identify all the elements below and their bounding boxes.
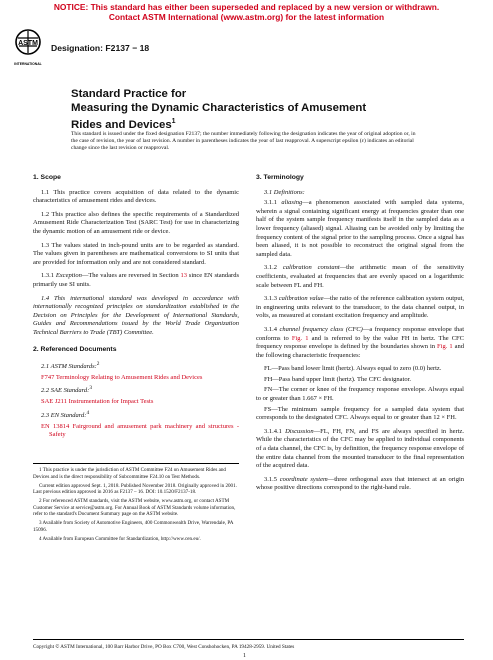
svg-text:ASTM: ASTM <box>18 40 38 47</box>
title-line-2: Measuring the Dynamic Characteristics of Amusement <box>71 101 367 114</box>
disc-num: 3.1.4.1 <box>264 427 286 435</box>
left-column <box>33 174 239 442</box>
r21-text: 2.1 ASTM Standards: <box>41 363 97 371</box>
p131-text-end: since EN standards primarily use SI units. <box>33 272 239 288</box>
f747-link[interactable]: F747 <box>41 373 55 381</box>
def314-term: channel frequency class (CFC) <box>279 325 363 333</box>
def312-text: —the arithmetic mean of the sensitivity coefficients, evaluated at frequencies that are evenly spaced on a logarithmic scale between FL and FH. <box>256 264 464 289</box>
footnote-4: 4 Available from European Committee for Standardization, http://www.cen.eu/. <box>39 535 201 542</box>
en-13814-link[interactable]: EN 13814 <box>41 422 70 430</box>
definition-calibration-constant <box>256 264 464 290</box>
footnote-3: 3 Available from Society of Automotive Engineers, 400 Commonwealth Drive, Warrendale, PA 15096. <box>33 520 234 533</box>
title-line-3-text: Rides and Devices <box>71 118 172 131</box>
paragraph-1-4: 1.4 This international standard was developed in accordance with internationally recognized principles on standardization established in the Decision on Principles for the Development of International Standards, Guides and Recommendations issued by the World Trade Organization Technical Barriers to Trade (TBT) Committee. <box>33 294 239 336</box>
r23-sup: 4 <box>86 409 90 416</box>
title-line-1: Standard Practice for <box>71 88 187 100</box>
copyright-footer: Copyright © ASTM International, 100 Barr Harbor Drive, PO Box C700, West Conshohocken, PA 19428-2959. United States <box>33 644 295 650</box>
def314-text-a: —a frequency response envelope that conforms to <box>256 325 465 342</box>
footnote-1: 1 This practice is under the jurisdiction of ASTM Committee F24 on Amusement Rides and Devices and is the direct responsibility of Subcommittee F24.10 on Test Methods. <box>33 467 226 480</box>
ref-f747 <box>41 373 239 383</box>
def314-num: 3.1.4 <box>264 325 280 333</box>
section-heading-referenced-documents: 2. Referenced Documents <box>33 345 117 353</box>
en-13814-title-link[interactable]: Fairground and amusement park machinery and structures - Safety <box>49 422 239 439</box>
p131-term: Exception <box>55 272 82 280</box>
ref-2-3-label <box>41 409 239 421</box>
title-footnote-mark: 1 <box>171 118 176 125</box>
sae-j211-link[interactable]: SAE J211 <box>41 398 67 406</box>
definitions-label: 3.1 Definitions: <box>264 188 305 196</box>
def312-term: calibration constant <box>282 264 340 272</box>
def311-num: 3.1.1 <box>264 199 282 207</box>
p131-num: 1.3.1 <box>41 272 56 280</box>
def312-num: 3.1.2 <box>264 264 283 272</box>
def314-text-c: and the following characteristic frequencies: <box>256 343 464 359</box>
section-13-link[interactable]: 13 <box>180 272 187 280</box>
f747-title-link[interactable]: Terminology Relating to Amusement Rides and Devices <box>55 373 203 381</box>
svg-text:INTERNATIONAL: INTERNATIONAL <box>14 62 42 66</box>
notice-line-1: NOTICE: This standard has either been superseded and replaced by a new version or withdrawn. <box>53 2 440 12</box>
ref-2-2-label <box>41 384 239 396</box>
right-column <box>256 174 464 498</box>
astm-international-logo-icon <box>13 28 43 70</box>
ref-en-13814 <box>41 422 239 440</box>
footnote-2: 2 For referenced ASTM standards, visit the ASTM website, www.astm.org, or contact ASTM Customer Service at service@astm.org. For Annual Book of ASTM Standards volume information, refer to the standard's Document Summary page on the ASTM website. <box>33 498 236 517</box>
footer-divider <box>33 639 464 640</box>
char-fs: FS—The minimum sample frequency for a sampled data system that corresponds to the designated CFC. Always equal to or greater than 12 × FH. <box>256 405 464 422</box>
paragraph-1-3-1 <box>33 272 239 289</box>
ref-2-1-label <box>41 360 239 372</box>
footnotes <box>33 463 239 545</box>
footnote-1b: Current edition approved Sept. 1, 2018. Published November 2018. Originally approved in 2001. Last previous edition approved in 2016 as F2137 – 16. DOI: 10.1520/F2137-18. <box>33 482 237 495</box>
disc-text: —FL, FH, FN, and FS are always specified in hertz. While the characteristics of the CFC may be applied to individual components of a data channel, the CFC is, by definition, the frequency response envelope of the entire data channel from the mounted transducer to the final representation of the acquired data. <box>256 427 465 470</box>
def313-text: —the ratio of the reference calibration system output, in engineering units relevant to the transducer, to the data channel output, in volts, as measured at constant excitation frequency and amplitude. <box>256 295 465 320</box>
def313-num: 3.1.3 <box>264 295 279 303</box>
discussion-3-1-4-1 <box>256 428 464 471</box>
p131-text: —The values are reversed in Section <box>81 272 181 280</box>
supersession-notice <box>0 3 493 22</box>
definition-coordinate-system <box>256 476 464 493</box>
sae-j211-title-link[interactable]: Instrumentation for Impact Tests <box>68 398 154 406</box>
definition-aliasing <box>256 199 464 259</box>
r21-sup: 2 <box>96 361 100 368</box>
page-number: 1 <box>243 653 246 659</box>
def315-term: coordinate system <box>279 475 328 483</box>
astm-logo <box>13 28 43 70</box>
title-line-3 <box>71 115 401 132</box>
fig1-link[interactable]: Fig. 1 <box>291 334 309 342</box>
paragraph-1-3: 1.3 The values stated in inch-pound units are to be regarded as standard. The values given in parentheses are mathematical conversions to SI units that are provided for information only and are not considered standard. <box>33 241 239 266</box>
designation: Designation: F2137 − 18 <box>51 43 150 53</box>
definition-cfc <box>256 326 464 360</box>
notice-line-2: Contact ASTM International (www.astm.org) for the latest information <box>108 11 385 22</box>
fig1-link-2[interactable]: Fig. 1 <box>437 343 453 351</box>
char-fn: FN—The corner or knee of the frequency response envelope. Always equal to or greater than 1.667 × FH. <box>256 386 464 403</box>
disc-term: Discussion <box>285 427 314 435</box>
def315-num: 3.1.5 <box>264 475 280 483</box>
section-heading-terminology: 3. Terminology <box>256 174 304 181</box>
definition-calibration-value <box>256 295 464 321</box>
ref-sae-j211 <box>41 398 239 407</box>
r22-sup: 3 <box>89 385 93 392</box>
paragraph-1-2: 1.2 This practice also defines the specific requirements of a Standardized Amusement Ride Characterization Test (SARC Test) for use in characterizing the dynamic motion of an amusement ride or device. <box>33 210 239 235</box>
r22-text: 2.2 SAE Standard: <box>41 387 90 395</box>
def311-text: —a phenomenon associated with sampled data systems, wherein a signal containing significant energy at frequencies greater than one half of the system sample frequency manifests itself in the sampled data as a lower frequency (aliased) signal. Aliasing can be avoided only by limiting the frequency content of the signal prior to the sampling process. Once a signal has been aliased, it is not possible to reconstruct the original signal from the sampled data. <box>256 199 464 258</box>
section-heading-scope: 1. Scope <box>33 174 61 181</box>
document-title <box>71 88 401 132</box>
char-fl: FL—Pass band lower limit (hertz). Always equal to zero (0.0) hertz. <box>264 365 442 373</box>
def314-text-b: and is referred to by the value FH in hertz. The CFC frequency response envelope is defined by the boundaries shown in <box>256 334 465 351</box>
def315-text: —three orthogonal axes that intersect at an origin whose positive directions correspond to the right-hand rule. <box>256 475 464 492</box>
paragraph-1-1: 1.1 This practice covers acquisition of data related to the dynamic characteristics of amusement rides and devices. <box>33 188 239 205</box>
r23-text: 2.3 EN Standard: <box>41 411 87 419</box>
char-fh: FH—Pass band upper limit (hertz). The CFC designator. <box>264 375 412 383</box>
standard-intro-note: This standard is issued under the fixed designation F2137; the number immediately following the designation indicates the year of original adoption or, in the case of revision, the year of last revision. A number in parentheses indicates the year of last reapproval. A superscript epsilon (ε) indicates an editorial change since the last revision or reapproval. <box>71 131 416 152</box>
def313-term: calibration value <box>278 295 324 303</box>
def311-term: aliasing <box>281 199 303 207</box>
